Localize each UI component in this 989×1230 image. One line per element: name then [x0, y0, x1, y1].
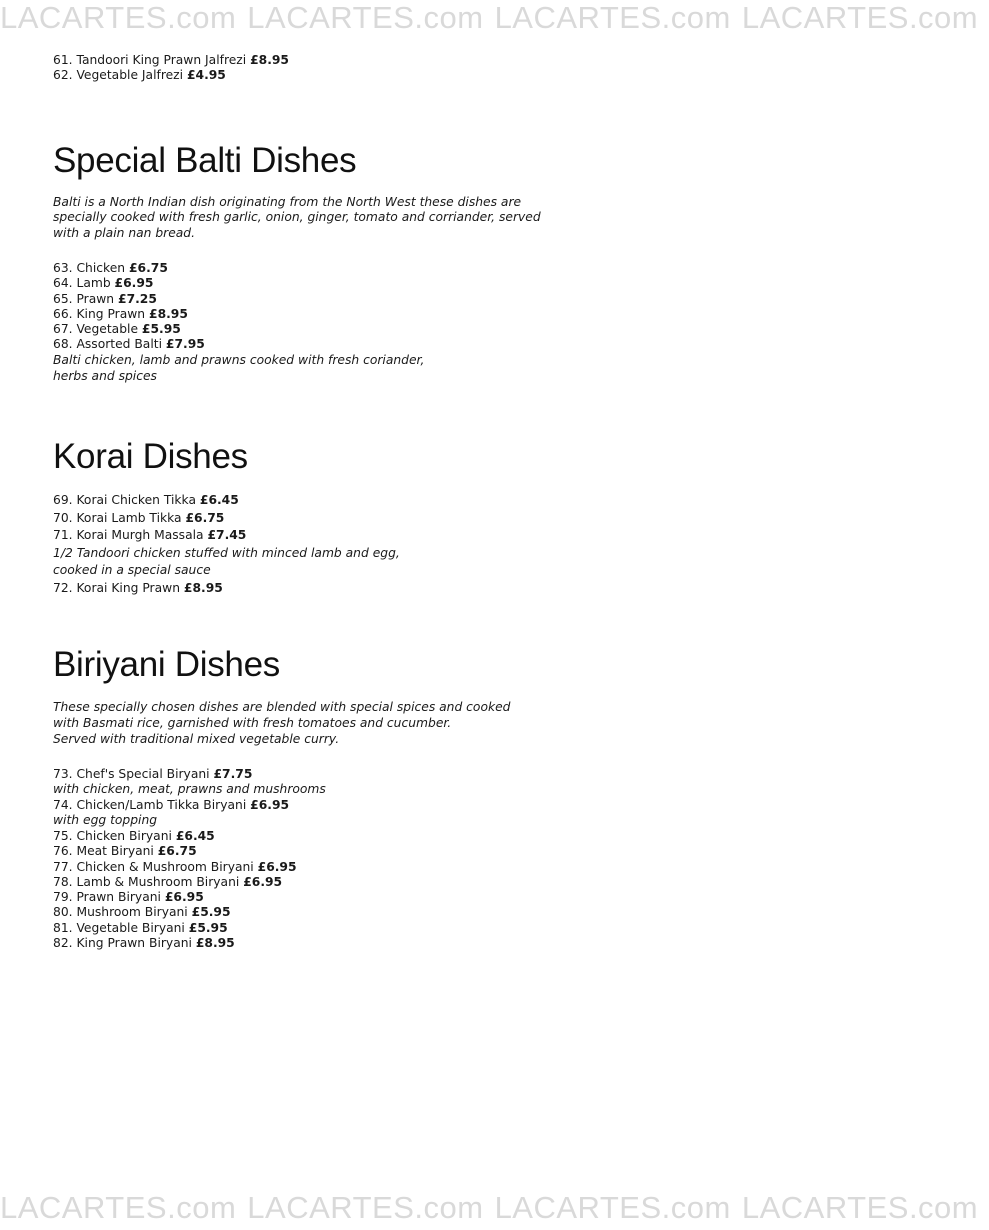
menu-item: 66. King Prawn £8.95 [53, 306, 188, 321]
menu-item: 63. Chicken £6.75 [53, 260, 168, 275]
biriyani-items [53, 767, 833, 952]
menu-item: 67. Vegetable £5.95 [53, 322, 181, 337]
menu-item: 64. Lamb £6.95 [53, 276, 154, 291]
watermark-text: LACARTES.com [247, 1190, 484, 1225]
menu-item: 80. Mushroom Biryani £5.95 [53, 905, 231, 920]
menu-item: 78. Lamb & Mushroom Biryani £6.95 [53, 874, 283, 889]
balti-items [53, 261, 833, 384]
watermark-text: LACARTES.com [741, 0, 979, 35]
menu-item: 72. Korai King Prawn £8.95 [53, 580, 223, 595]
item-note: Balti chicken, lamb and prawns cooked with fresh coriander, [53, 352, 425, 367]
item-note: 1/2 Tandoori chicken stuffed with minced lamb and egg, [53, 545, 400, 560]
biriyani-description: These specially chosen dishes are blended with special spices and cooked with Basmati rice, garnished with fresh tomatoes and cucumber. Served with traditional mixed vegetable curry. [53, 700, 511, 746]
menu-item: 62. Vegetable Jalfrezi £4.95 [53, 68, 226, 83]
menu-item: 65. Prawn £7.25 [53, 291, 157, 306]
balti-description: Balti is a North Indian dish originating from the North West these dishes are specially cooked with fresh garlic, onion, ginger, tomato and corriander, served with a plain nan bread. [53, 194, 541, 241]
menu-item: 71. Korai Murgh Massala £7.45 [53, 528, 247, 543]
watermark-text: LACARTES.com [494, 1190, 731, 1225]
menu-item: 68. Assorted Balti £7.95 [53, 337, 205, 352]
menu-item: 79. Prawn Biryani £6.95 [53, 890, 204, 905]
item-note: with egg topping [53, 813, 158, 828]
menu-item: 76. Meat Biryani £6.75 [53, 844, 197, 859]
section-title-balti: Special Balti Dishes [53, 140, 357, 180]
menu-item: 77. Chicken & Mushroom Biryani £6.95 [53, 859, 297, 874]
watermark-text: LACARTES.com [741, 1190, 979, 1225]
menu-page [53, 53, 833, 951]
section-title-biriyani: Biriyani Dishes [53, 645, 280, 685]
menu-item: 81. Vegetable Biryani £5.95 [53, 920, 228, 935]
intro-items [53, 53, 833, 84]
menu-item: 73. Chef's Special Biryani £7.75 [53, 766, 253, 781]
item-note: with chicken, meat, prawns and mushrooms [53, 782, 326, 797]
menu-item: 70. Korai Lamb Tikka £6.75 [53, 510, 225, 525]
korai-items [53, 492, 833, 597]
menu-item: 74. Chicken/Lamb Tikka Biryani £6.95 [53, 797, 290, 812]
menu-item: 61. Tandoori King Prawn Jalfrezi £8.95 [53, 53, 289, 67]
watermark-text: LACARTES.com [0, 1190, 237, 1225]
section-title-korai: Korai Dishes [53, 437, 248, 477]
item-note: cooked in a special sauce [53, 563, 211, 578]
watermark-text: LACARTES.com [494, 0, 731, 35]
menu-item: 69. Korai Chicken Tikka £6.45 [53, 493, 239, 508]
item-note: herbs and spices [53, 368, 157, 383]
watermark-top [0, 0, 979, 40]
watermark-text: LACARTES.com [0, 0, 237, 35]
menu-item: 82. King Prawn Biryani £8.95 [53, 936, 235, 951]
watermark-bottom [0, 1190, 979, 1230]
watermark-text: LACARTES.com [247, 0, 484, 35]
menu-item: 75. Chicken Biryani £6.45 [53, 828, 215, 843]
